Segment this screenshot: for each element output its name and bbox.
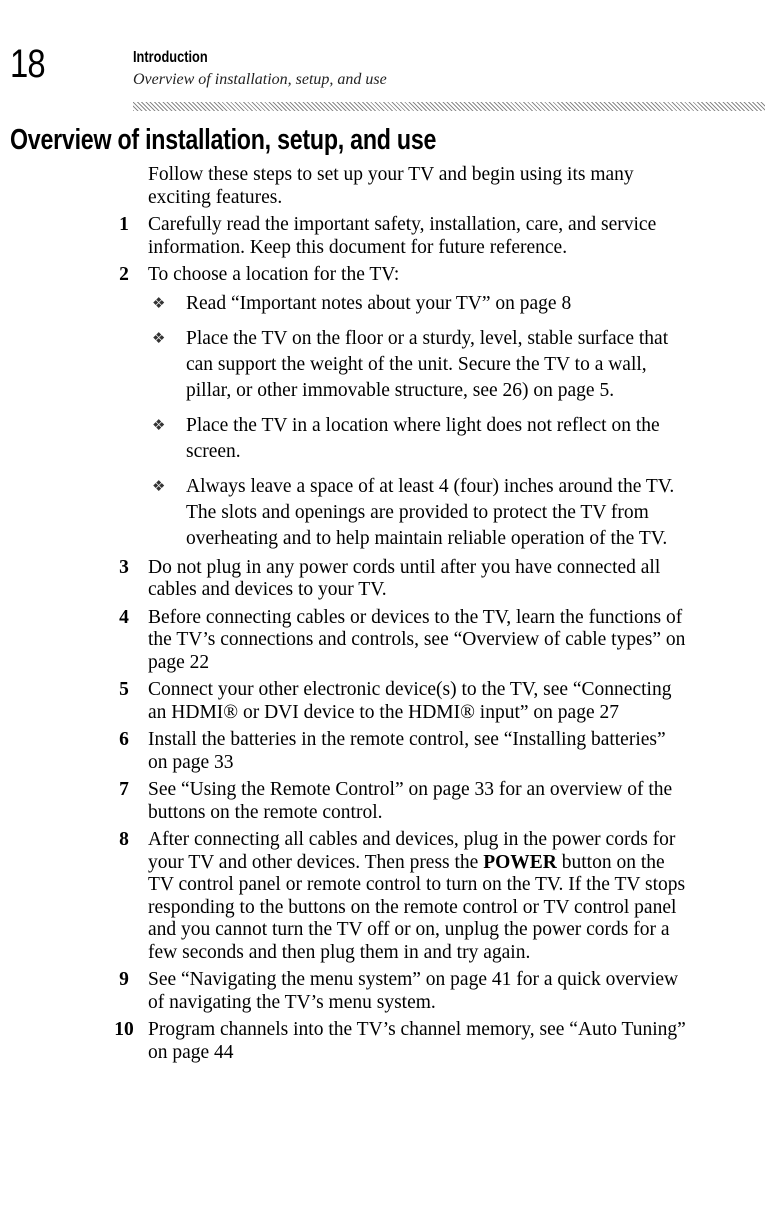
diamond-bullet-icon: ❖ <box>152 476 166 495</box>
step-text-before: After connecting all cables and devices, plug in the power cords for your TV and other devices. Then press the <box>148 829 676 873</box>
bullet-item <box>148 291 688 317</box>
step-item <box>113 1019 688 1064</box>
step-item <box>113 557 688 602</box>
step-text: Install the batteries in the remote control, see “Installing batteries” on page 33 <box>148 729 666 773</box>
bullet-text: Always leave a space of at least 4 (four) inches around the TV. The slots and openings are provided to protect the TV from overheating and to help maintain reliable operation of the TV. <box>186 475 675 549</box>
step-number: 9 <box>119 969 129 990</box>
section-heading: Overview of installation, setup, and use <box>10 124 437 156</box>
step-item <box>113 214 688 259</box>
chapter-subtitle: Overview of installation, setup, and use <box>133 71 387 88</box>
step-item <box>113 969 688 1014</box>
step-number: 7 <box>119 779 129 800</box>
step-number: 3 <box>119 556 129 578</box>
step-number: 2 <box>119 264 129 285</box>
step-text: Program channels into the TV’s channel memory, see “Auto Tuning” on page 44 <box>148 1019 686 1063</box>
step-text-after: button on the TV control panel or remote control to turn on the TV. If the TV stops responding to the buttons on the remote control or TV control panel and you cannot turn the TV off or on, unplug the power cords for a few seconds and then plug them in and try again. <box>148 851 686 963</box>
bullet-item <box>148 413 688 465</box>
step-item <box>113 729 688 774</box>
bullet-list <box>148 291 688 552</box>
bullet-item <box>148 326 688 404</box>
bullet-text: Read “Important notes about your TV” on page 8 <box>186 292 572 314</box>
step-text: See “Using the Remote Control” on page 33 for an overview of the buttons on the remote control. <box>148 779 673 823</box>
header-divider <box>133 102 765 111</box>
page-number: 18 <box>10 42 45 86</box>
step-text: Do not plug in any power cords until after you have connected all cables and devices to your TV. <box>148 556 661 600</box>
step-text: Before connecting cables or devices to the TV, learn the functions of the TV’s connections and controls, see “Overview of cable types” on page 22 <box>148 606 686 673</box>
step-text: To choose a location for the TV: <box>148 264 400 285</box>
chapter-title: Introduction <box>133 49 208 66</box>
power-keyword: POWER <box>483 851 557 873</box>
step-item <box>113 829 688 964</box>
step-text: Carefully read the important safety, installation, care, and service information. Keep this document for future reference. <box>148 214 657 258</box>
step-number: 10 <box>114 1019 134 1040</box>
step-item <box>113 679 688 724</box>
diamond-bullet-icon: ❖ <box>152 415 166 434</box>
step-item <box>113 264 688 552</box>
step-item <box>113 607 688 675</box>
step-number: 1 <box>119 214 129 235</box>
section-body <box>114 164 688 1069</box>
step-number: 8 <box>119 829 129 850</box>
steps-list <box>114 214 688 1064</box>
intro-paragraph: Follow these steps to set up your TV and begin using its many exciting features. <box>148 164 634 208</box>
step-number: 4 <box>119 606 129 628</box>
bullet-text: Place the TV on the floor or a sturdy, level, stable surface that can support the weight of the unit. Secure the TV to a wall, pillar, or other immovable structure, see 26) on page 5. <box>186 327 669 401</box>
diamond-bullet-icon: ❖ <box>152 328 166 347</box>
bullet-item <box>148 474 688 552</box>
bullet-text: Place the TV in a location where light does not reflect on the screen. <box>186 414 660 462</box>
diamond-bullet-icon: ❖ <box>152 293 166 312</box>
step-number: 6 <box>119 729 129 750</box>
step-item <box>113 779 688 824</box>
step-text: Connect your other electronic device(s) to the TV, see “Connecting an HDMI® or DVI device to the HDMI® input” on page 27 <box>148 679 672 723</box>
step-text: See “Navigating the menu system” on page 41 for a quick overview of navigating the TV’s menu system. <box>148 969 679 1013</box>
step-number: 5 <box>119 679 129 700</box>
